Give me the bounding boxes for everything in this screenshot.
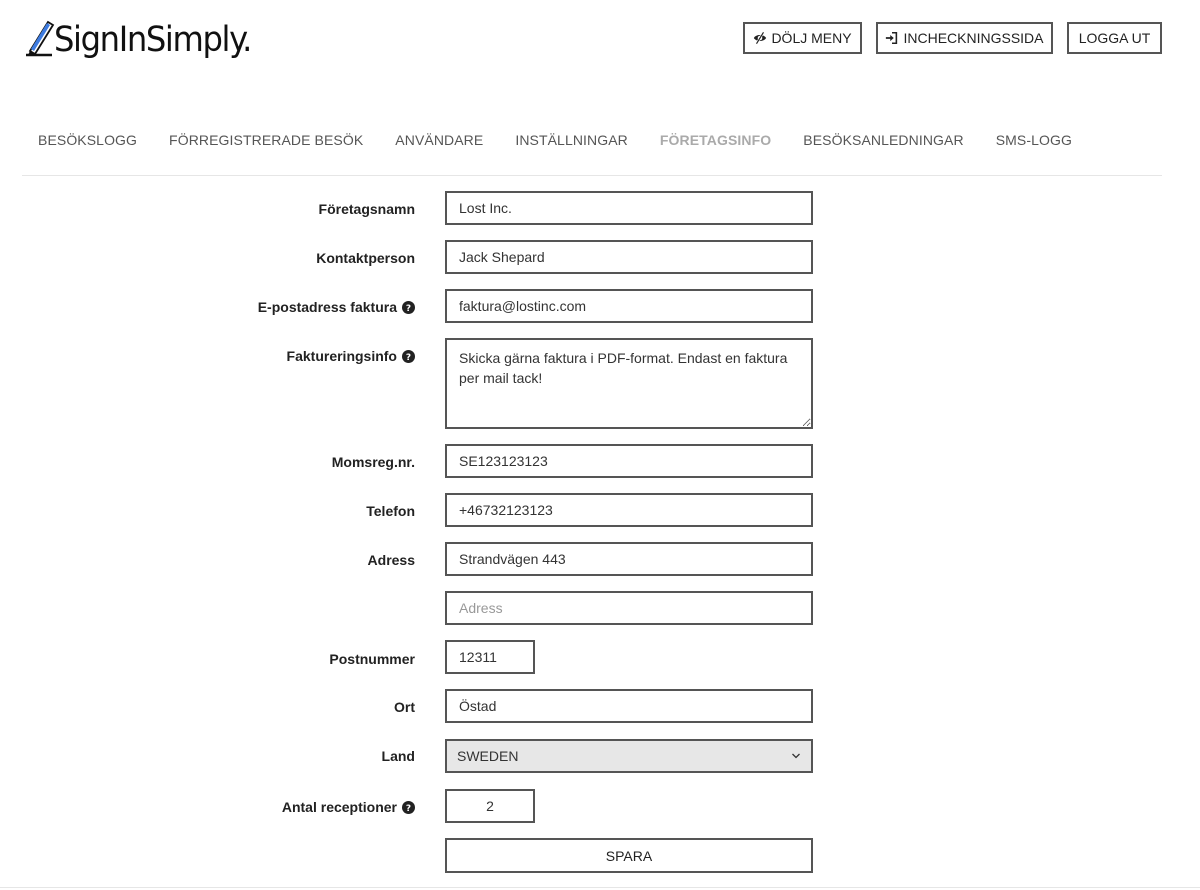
question-circle-icon[interactable] [402, 301, 415, 314]
contact-person-label [316, 248, 415, 268]
postal-code-label [329, 649, 415, 669]
address-label-text: Adress [367, 552, 415, 568]
invoice-info-label-text: Faktureringsinfo [286, 348, 397, 364]
contact-person-input[interactable] [445, 240, 813, 274]
nav-item-settings[interactable]: INSTÄLLNINGAR [515, 132, 628, 148]
receptions-count-label [282, 797, 415, 817]
nav-item-preregistered-visits[interactable]: FÖRREGISTRERADE BESÖK [169, 132, 364, 148]
receptions-count-input[interactable] [445, 789, 535, 823]
save-button-label: SPARA [605, 847, 653, 864]
invoice-email-input[interactable] [445, 289, 813, 323]
address-input[interactable] [445, 542, 813, 576]
receptions-count-label-text: Antal receptioner [281, 799, 397, 815]
checkin-page-label: INCHECKNINGSSIDA [903, 30, 1044, 46]
contact-person-label-text: Kontaktperson [316, 250, 415, 266]
address-line2-input[interactable] [445, 591, 813, 625]
logout-button[interactable] [1067, 22, 1162, 54]
nav-item-visit-reasons[interactable]: BESÖKSANLEDNINGAR [803, 132, 964, 148]
nav-item-users[interactable]: ANVÄNDARE [395, 132, 484, 148]
company-name-label [319, 199, 415, 219]
country-label [382, 746, 415, 766]
nav-divider [22, 175, 1162, 176]
main-nav [22, 122, 1162, 158]
city-label [394, 697, 415, 717]
logo-text: SignInSimply. [54, 20, 252, 60]
invoice-info-textarea[interactable] [445, 338, 813, 429]
invoice-email-label [258, 297, 415, 317]
country-select[interactable] [445, 739, 813, 773]
address-label [368, 550, 415, 570]
svg-text:?: ? [405, 803, 412, 814]
country-select-value: SWEDEN [457, 748, 519, 764]
invoice-email-label-text: E-postadress faktura [257, 299, 397, 315]
invoice-info-label [287, 346, 415, 366]
nav-item-sms-log[interactable]: SMS-LOGG [995, 132, 1072, 148]
vat-number-input[interactable] [445, 444, 813, 478]
city-input[interactable] [445, 689, 813, 723]
question-circle-icon[interactable] [402, 801, 415, 814]
company-name-input[interactable] [445, 191, 813, 225]
save-button[interactable] [445, 838, 813, 873]
vat-number-label-text: Momsreg.nr. [331, 454, 415, 470]
hide-menu-button[interactable] [743, 22, 862, 54]
country-label-text: Land [381, 748, 415, 764]
postal-code-label-text: Postnummer [329, 651, 415, 667]
nav-item-visitor-log[interactable]: BESÖKSLOGG [38, 132, 138, 148]
svg-text:?: ? [405, 352, 412, 363]
company-name-label-text: Företagsnamn [318, 201, 415, 217]
vat-number-label [332, 452, 415, 472]
checkin-page-button[interactable] [876, 22, 1053, 54]
eye-slash-icon [753, 31, 767, 45]
svg-text:?: ? [405, 303, 412, 314]
pencil-icon [22, 16, 54, 65]
logout-label: LOGGA UT [1078, 30, 1151, 46]
phone-label-text: Telefon [366, 503, 415, 519]
brand-logo[interactable] [22, 12, 268, 68]
question-circle-icon[interactable] [402, 350, 415, 363]
chevron-down-icon [791, 748, 801, 764]
sign-in-icon [885, 31, 899, 45]
bottom-divider [0, 887, 1200, 888]
hide-menu-label: DÖLJ MENY [771, 30, 852, 46]
phone-input[interactable] [445, 493, 813, 527]
postal-code-input[interactable] [445, 640, 535, 674]
phone-label [366, 501, 415, 521]
city-label-text: Ort [394, 699, 415, 715]
nav-item-company-info[interactable]: FÖRETAGSINFO [659, 132, 772, 148]
